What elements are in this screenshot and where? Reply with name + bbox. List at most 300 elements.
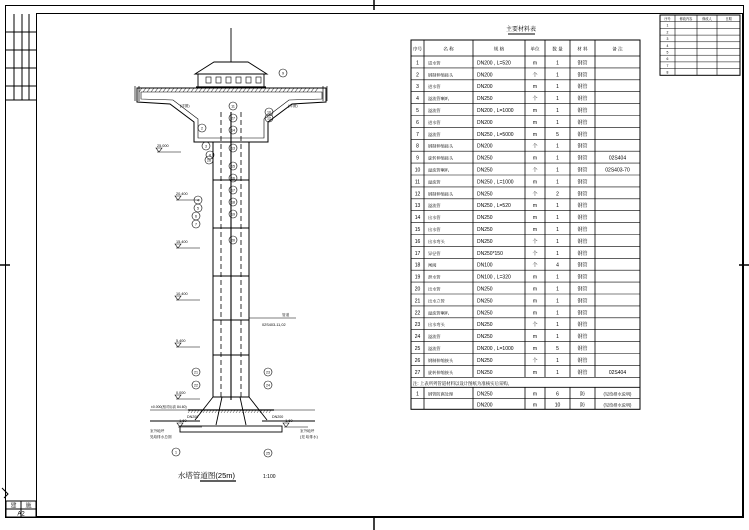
table-cell: 个 [532,143,538,150]
table-cell: 出水管 [428,286,441,292]
table-cell: 溢流管 [428,179,441,185]
lantern-window [226,77,231,83]
table-cell: 钢管 [577,60,588,67]
table-cell: DN250 [477,298,493,305]
callout-number: 16 [231,176,235,181]
tank-hatch [291,88,294,92]
tank-hatch [151,88,154,92]
outer-border [6,6,744,518]
table-cell: DN250 , L=520 [477,203,511,210]
tank-hatch [307,88,310,92]
table-cell: m [532,119,538,126]
table-cell: 钢管 [577,334,588,341]
table-cell: m [532,274,538,281]
table-header-1: 序号 [412,46,423,52]
callout-number: 20 [231,238,235,243]
table-cell: 钢管 [577,262,588,269]
table-cell: 16 [414,238,421,245]
table-cell: 进水管 [428,119,441,125]
table-cell: 钢管 [577,369,588,376]
table-cell: 钢管 [577,310,588,317]
callout-number: 18 [231,200,235,205]
table-cell: m [532,131,538,138]
table-cell: DN250 [477,322,493,329]
table-header-3: 规 格 [493,46,505,52]
table-cell: 钢管 [577,286,588,293]
tank-hatch [235,88,238,92]
table-cell: 出水弯头 [428,238,445,244]
callout-number: 13 [231,146,235,151]
table-cell: 1 [556,60,559,67]
elevation-label: 5.400 [176,339,186,343]
revision-header: 修改人 [702,17,712,21]
callout-number: 11 [231,104,235,109]
table-cell: 个 [532,250,538,257]
table-cell: 出水管 [428,215,441,221]
table-cell: 02S404 [608,155,627,162]
callout-number: 24 [266,383,270,388]
callout-number: 2 [201,126,203,131]
ground-left-label-1: 室外地坪 [150,429,165,433]
table-title: 主要材料表 [505,27,537,33]
elevation-triangle [156,148,162,152]
tank-hatch [163,88,166,92]
table-cell: 钢管 [577,250,588,257]
dn-right-label: DN200 [272,415,284,419]
table-cell: 旋转伸缩接头 [428,369,454,375]
table-cell: DN250 , L=1000 [477,179,514,186]
table-cell: 1 [556,250,559,257]
elevation-triangle [175,296,181,300]
table-cell: DN250 [477,369,493,376]
table-cell: 1 [556,203,559,210]
lantern-window [206,77,211,83]
revision-header: 序号 [664,17,671,21]
revision-row-number: 2 [666,30,669,35]
table-cell: m [532,227,538,233]
callout-number: 15 [231,164,235,169]
table-cell: 5 [416,108,419,114]
tank-hatch [247,88,250,92]
elevation-label: 20.400 [176,192,188,196]
material-table [411,40,640,409]
table-cell: 个 [532,322,538,329]
table-cell: DN200 , L=1000 [477,108,514,114]
table-cell: 27 [414,369,421,376]
tank-hatch [175,88,178,92]
callout-number: 26 [207,158,211,163]
table-cell: DN100 , L=320 [477,274,511,281]
table-cell: 钢管 [577,227,588,233]
callout-number: 9 [282,71,284,76]
table-cell: 1 [556,84,559,91]
table-cell: 钢管 [577,191,588,198]
table-cell: 2 [416,72,419,79]
table-cell: 3 [416,84,419,91]
tank-hatch [155,88,158,92]
table-cell: DN200 [477,72,493,79]
table-cell: (见给排水说明) [603,391,632,397]
revision-header: 日期 [725,17,732,21]
callout-number: 17 [231,188,235,193]
table-cell: 钢管 [577,96,588,103]
table-cell: 24 [414,334,421,341]
table-cell: 1 [556,286,559,293]
table-cell: 钢管 [577,346,588,352]
table-cell: 个 [532,72,538,79]
table-cell: 4 [416,96,419,103]
table-cell: 溢流管 [428,203,441,209]
table-cell: 19 [414,274,421,281]
overflow-label-right: (详图) [288,104,298,108]
callout-number: 7 [195,222,197,227]
table-cell: 10 [554,402,561,409]
table-cell: m [532,402,538,409]
tank-hatch [211,88,214,92]
elevation-triangle [283,423,289,427]
table-cell: m [532,215,538,222]
table-cell: 1 [556,108,559,114]
table-cell: 12 [414,191,421,198]
table-cell: 个 [532,191,538,198]
revision-row-number: 4 [666,43,669,48]
table-cell: 1 [556,238,559,245]
table-cell: 23 [414,322,421,329]
table-cell: DN200 , L=1000 [477,346,514,352]
tank-hatch [143,88,146,92]
table-cell: 钢管 [577,274,588,281]
table-cell: DN250 [477,215,493,222]
table-cell: m [532,391,538,398]
table-cell: 1 [416,391,419,398]
table-cell: 钢管 [577,179,588,186]
table-cell: 个 [532,262,538,269]
tank-hatch [179,88,182,92]
tank-hatch [159,88,162,92]
table-cell: 1 [556,96,559,103]
table-cell: 1 [556,274,559,281]
table-cell: DN250 [477,238,493,245]
drawing-scale: 1:100 [263,474,276,480]
tank-hatch [271,88,274,92]
table-cell: 钢管 [577,84,588,91]
table-note: 注: 上表所列管道材料以设计图纸为准核实后采购。 [413,380,513,386]
table-cell: m [532,203,538,210]
tank-hatch [259,88,262,92]
table-cell: 1 [556,322,559,329]
table-cell: 1 [556,72,559,79]
table-cell: 进水管 [428,84,441,90]
table-cell: 钢管 [577,108,588,114]
tank-hatch [227,88,230,92]
table-cell: (见给排水说明) [603,402,632,408]
table-cell: 14 [414,215,421,222]
table-cell: m [532,286,538,293]
table-cell: DN250 , L=5000 [477,131,514,138]
table-cell: 1 [556,215,559,222]
table-cell: 出水管 [428,227,441,232]
table-cell: 防 [579,402,586,409]
callout-number: 12 [267,116,271,121]
tank-hatch [295,88,298,92]
callout-number: 5 [197,206,199,211]
tank-hatch [315,88,318,92]
table-cell: DN100 [477,262,493,269]
tank-hatch [195,88,198,92]
table-cell: 1 [556,310,559,317]
callout-number: 3 [205,144,207,149]
callout-number: 25 [266,451,270,456]
tank-hatch [279,88,282,92]
table-cell: m [532,155,538,162]
table-cell: 6 [416,119,419,126]
table-cell: 钢管 [577,238,588,245]
revision-row-number: 5 [666,50,669,55]
table-cell: DN250 [477,357,493,364]
table-cell: 1 [556,179,559,186]
table-cell: 钢管 [577,155,588,162]
table-cell: 钢制伸缩接头 [428,72,454,78]
tank-hatch [187,88,190,92]
table-cell: 18 [414,262,421,269]
callout-number: 19 [231,212,235,217]
table-cell: 溢流管 [428,131,441,137]
table-cell: DN200 [477,84,493,91]
revision-row-number: 1 [666,23,669,28]
inner-border [37,14,743,517]
table-cell: 21 [414,298,421,305]
elevation-label: 10.400 [176,292,188,296]
table-cell: DN250 [477,167,493,174]
table-cell: 钢管 [577,119,588,126]
table-header-7: 备 注 [612,46,623,52]
table-cell: 25 [414,346,421,352]
tower-legs [195,397,267,425]
table-cell: 钢管 [577,203,588,210]
table-cell: DN250 [477,310,493,317]
table-cell: 泄水管 [428,274,441,280]
roof [195,62,267,74]
table-cell: 闸阀 [428,262,437,268]
table-cell: 异径管 [428,250,441,256]
callout-number: 1 [175,450,177,455]
table-cell: 15 [414,227,421,233]
revision-row-number: 8 [666,70,669,75]
table-cell: 9 [416,155,419,162]
tank-hatch [207,88,210,92]
dn-left-label: DN200 [187,415,199,419]
table-cell: 个 [532,167,538,174]
table-cell: DN200 [477,143,493,150]
tank-hatch [311,88,314,92]
table-cell: m [532,179,538,186]
callout-number: 6 [195,214,197,219]
ground-right-label-1: 室外地坪 [300,429,315,433]
table-cell: 进水管 [428,60,441,66]
lantern-window [256,77,261,83]
table-cell: 溢流管喇叭 [428,96,449,102]
table-cell: 1 [556,298,559,305]
table-cell: 20 [414,286,421,293]
tank-hatch [199,88,202,92]
lantern-window [216,77,221,83]
table-cell: DN250 [477,191,493,198]
table-cell: m [532,346,538,352]
table-header-6: 材 料 [577,46,588,52]
tank-hatch [203,88,206,92]
tank-hatch [183,88,186,92]
table-cell: 10 [414,167,421,174]
revision-block [660,15,740,75]
table-cell: 5 [556,131,559,138]
elevation-label: -1.60 [178,419,187,423]
ground-left-label-2: 见给排水总图 [150,435,172,439]
table-cell: 1 [556,143,559,150]
table-cell: 1 [416,60,419,67]
tank-hatch [223,88,226,92]
table-cell: 溢流管 [428,108,441,113]
table-cell: 1 [556,369,559,376]
callout-number: 8 [209,153,211,158]
table-cell: DN250 [477,286,493,293]
table-cell: 02S404 [608,369,627,376]
table-cell: 1 [556,334,559,341]
tank-hatch [287,88,290,92]
table-cell: DN200 [477,119,493,126]
floor-note: ±0.000(相对标高 84.60) [151,405,187,409]
table-cell: DN250 [477,391,493,398]
table-cell: 钢制伸缩接头 [428,143,454,149]
titlebox-right: 施 [25,503,32,510]
table-cell: 溢流管 [428,334,441,340]
table-cell: 26 [414,357,421,364]
table-cell: DN250 [477,227,493,233]
table-cell: 钢管 [577,298,588,305]
tank-hatch [255,88,258,92]
water-tower-elevation [135,28,327,457]
table-cell: 1 [556,119,559,126]
table-cell: 11 [414,179,421,186]
titlebox-sheet: A2 [17,511,25,518]
revision-row-number: 3 [666,37,669,42]
table-cell: m [532,369,538,376]
table-cell: DN200 , L=520 [477,60,511,67]
elevation-triangle [175,395,181,399]
elevation-label: 25.000 [157,144,169,148]
table-cell: m [532,108,538,114]
elevation-triangle [175,343,181,347]
table-cell: 钢管 [577,322,588,329]
tank-hatch [139,88,142,92]
table-cell: 溢流管 [428,346,441,351]
table-cell: 钢管 [577,143,588,150]
callout-number: 22 [194,383,198,388]
table-cell: 溢流管喇叭 [428,167,449,173]
table-cell: m [532,310,538,317]
elevation-triangle [175,196,181,200]
table-header-4: 单位 [530,46,540,52]
revision-header: 修改内容 [679,17,693,21]
table-cell: 钢制伸缩接头 [428,357,454,363]
table-cell: 钢管防腐处理 [428,391,454,397]
tank-hatch [239,88,242,92]
table-cell: DN200 [477,402,493,409]
lantern-window [246,77,251,83]
callout-number: 4 [197,198,199,203]
std-ref-label: 02S403-11,02 [262,323,286,327]
table-cell: 个 [532,96,538,103]
titlebox-left: 建 [10,503,17,510]
table-cell: 17 [414,250,421,257]
table-cell: m [532,84,538,91]
table-cell: DN250 [477,96,493,103]
overflow-label-left: (详图) [180,104,190,108]
tank-hatch [191,88,194,92]
table-cell: 22 [414,310,421,317]
table-cell: 02S403-70 [605,167,630,174]
revision-frame [660,15,740,75]
tank-hatch [275,88,278,92]
table-cell: 8 [416,143,419,150]
table-cell: 钢制伸缩接头 [428,191,454,197]
tank-hatch [283,88,286,92]
tank-hatch [243,88,246,92]
table-cell: 5 [556,346,559,352]
revision-row-number: 7 [666,63,669,68]
elevation-label: 0.000 [176,391,186,395]
callout-number: 14 [231,128,235,133]
table-cell: 2 [556,191,559,198]
tank-hatch [219,88,222,92]
drawing-title: 水塔管道图(25m) [177,471,235,480]
table-cell: 钢管 [577,131,588,138]
table-cell: 钢管 [577,72,588,79]
table-header-5: 数 量 [552,46,563,52]
table-cell: m [532,334,538,341]
tank-hatch [231,88,234,92]
table-cell: m [532,60,538,67]
pipe-ref-label: 管道 [282,313,290,317]
table-cell: DN250 [477,334,493,341]
title-box [2,488,36,518]
tank-hatch [303,88,306,92]
tank-hatch [171,88,174,92]
tank-hatch [267,88,270,92]
tank-hatch [299,88,302,92]
elevation-label: 15.400 [176,240,188,244]
tank-hatch [215,88,218,92]
binding-strip [6,14,36,100]
table-cell: 防 [579,391,586,398]
callout-number: 23 [266,370,270,375]
table-cell: DN250*150 [477,250,503,257]
table-cell: 溢流管喇叭 [428,310,449,316]
elevation-triangle [175,244,181,248]
table-cell: DN250 [477,155,493,162]
callout-number: 10 [267,110,271,115]
table-header-2: 名 称 [443,46,454,52]
table-cell: 出水弯头 [428,322,445,328]
table-cell: 4 [556,262,559,269]
table-cell: 钢管 [577,167,588,174]
table-cell: 出水立管 [428,298,445,304]
lantern-window [236,77,241,83]
table-cell: 钢管 [577,215,588,222]
revision-row-number: 6 [666,57,669,62]
table-cell: 7 [416,131,419,138]
callout-number: 27 [231,116,235,121]
tank-hatch [251,88,254,92]
